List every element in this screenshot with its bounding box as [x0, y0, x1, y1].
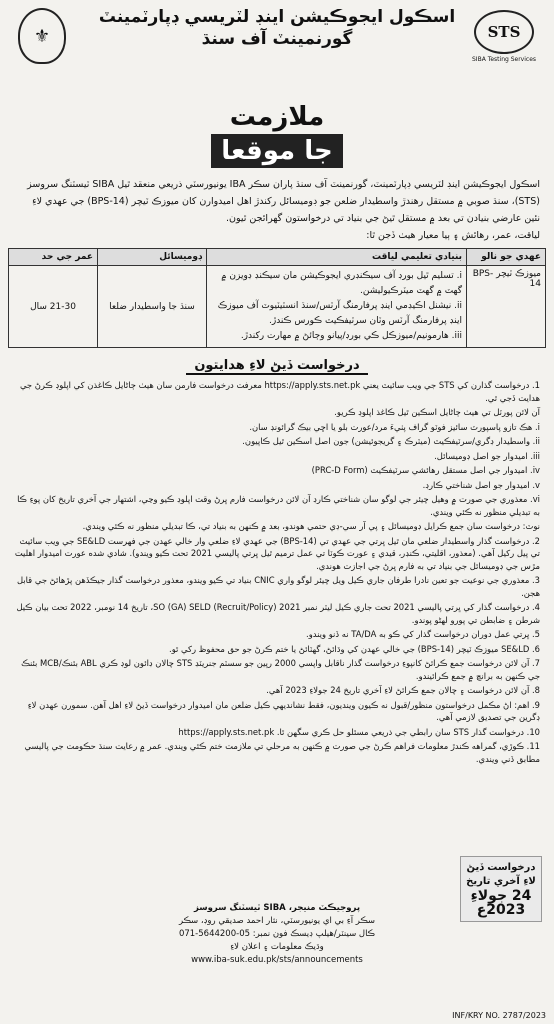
col-post: عهدي جو نالو: [467, 249, 546, 266]
table-row: [9, 266, 546, 348]
cell-age: 21-30 سال: [9, 266, 98, 348]
department-title: [88, 6, 466, 50]
instruction-item: 3. معذوري جي نوعيت جو تعين نادرا طرفان جاري ڪيل ويل چيئر لوگو واري CNIC بنياد تي ڪيو ويندو، معذور درخواست گذار جيڪڏهن پڙهائڻ جي قابل هجن.: [16, 575, 540, 598]
footer-phone: ڪال سينٽر/هيلپ ڊيسڪ فون نمبر: 05-5644200-071: [178, 929, 376, 939]
instruction-item: 11. ڪوڙي، گمراهه ڪندڙ معلومات فراهم ڪرڻ جي صورت ۾ ڪنهن به مرحلي تي ملازمت ختم ڪئي ويندي. عمر ۾ رعايت سنڌ حڪومت جي پاليسي مطابق ڏني ويندي.: [24, 741, 540, 764]
cell-domicile: سنڌ جا واسطيدار ضلعا: [98, 266, 207, 348]
instructions-heading: [8, 354, 546, 375]
col-qualification: بنيادي تعليمي لياقت: [207, 249, 467, 266]
intro-criteria: لياقت، عمر، رهائش ۽ ٻيا معيار هيٺ ڏجن ٿا:: [366, 230, 540, 241]
sindh-emblem-icon: ⚜: [18, 8, 66, 64]
title-line1: ملازمت: [229, 102, 325, 132]
instruction-item: آن لائن پورٽل تي هيٺ ڄاڻايل اسڪين ٿيل ڪاغذ اپلوڊ ڪريو.: [334, 407, 540, 417]
sts-logo-subtitle: SIBA Testing Services: [472, 56, 537, 63]
qualification-item: iii. هارمونيم/ميوزڪل ڪي بورڊ/پيانو وڄائڻ ۾ مهارت رکندڙ.: [240, 331, 462, 341]
intro-paragraph: اسڪول ايجوڪيشن اينڊ لٽريسي ڊپارٽمينٽ، گورنمينٽ آف سنڌ پاران سڪر IBA يونيورسٽي ذريعي منعقد ٿيل SIBA ٽيسٽنگ سروسز (STS)، سنڌ صوبي ۾ مستقل رهندڙ واسطيدار ضلعن جو ڊوميسائل رکندڙ اهل اميدوارن کان ميوزڪ ٽيچر (BPS-14) جي عهدي لاءِ نئين عارضي بنيادن تي بعد ۾ مستقل ٿيڻ جي بنياد تي درخواستون گهرائجن ٿيون.: [27, 179, 540, 224]
sts-logo: [472, 10, 536, 63]
instruction-item: iii. اميدوار جو اصل ڊوميسائل.: [434, 450, 540, 461]
instruction-item: 6. SE&LD ميوزڪ ٽيچر (BPS-14) جي خالي عهدن کي وڌائڻ، گهٽائڻ يا ختم ڪرڻ جو حق محفوظ رکي ٿو.: [169, 643, 540, 654]
deadline-label: درخواست ڏيڻ لاءِ آخري تاريخ: [466, 862, 536, 887]
reference-number: INF/KRY NO. 2787/2023: [452, 1011, 546, 1020]
page-title: [192, 100, 362, 168]
instruction-item: 5. ڀرتي عمل دوران درخواست گذار کي ڪو به TA/DA نه ڏنو ويندو.: [306, 629, 540, 639]
instruction-item: 8. آن لائن درخواست ۽ چالان جمع ڪرائڻ لاءِ آخري تاريخ 24 جولاءِ 2023 آهي.: [266, 685, 540, 695]
instruction-item: 7. آن لائن درخواست جمع ڪرائڻ کانپوءِ درخواست گذار ناقابل واپسي 2000 رپين جو سسٽم جنريٽڊ STS چالان ڊائون لوڊ ڪري ABL بئنڪ/MCB بئنڪ جي ڪنهن به برانچ ۾ جمع ڪرائيندو.: [21, 658, 540, 681]
instruction-note: نوٽ: درخواست سان جمع ڪرايل ڊوميسائل ۽ پي آر سي-ڊي حتمي هوندو، بعد ۾ ڪنهن به بنياد تي، ڪا تبديلي منظور نه ڪئي ويندي.: [82, 521, 540, 531]
instruction-item: 2. درخواست گذار واسطيدار ضلعي مان ٿيل ڀرتي جي عهدي تي (BPS-14) جي عهدي لاءِ ضلعي وار خالي عهدن جي فهرست SE&LD جي ويب سائيٽ تي پيل رکيل آهي. (معذور، اقليتي، ڪنڊر، قيدي ۽ عورت ڪوٽا تي عمل ترميم ٿيل ڀرتي پاليسي 2021 تحت ڪيو ويندو). شادي شده عورت اميدوار اهليت مڙس جي ڊوميسائل جي بنياد تي به فارم ڀرڻ جي اجازت هوندي.: [14, 535, 540, 571]
instruction-item: 4. درخواست گذار کي ڀرتي پاليسي 2021 تحت جاري ڪيل ليٽر نمبر SO (GA) SELD (Recruit/Policy) 2021، تاريخ 14 نومبر، 2022 تحت بيان ڪيل شرطن ۽ ضابطن تي پورو لهڻو پوندو.: [16, 602, 540, 625]
sts-logo-mark: STS: [474, 10, 534, 54]
jobs-table: [8, 248, 546, 348]
instruction-item: 9. اهم: اڻ مڪمل درخواستون منظور/قبول نه ڪيون وينديون، فقط نشانديهي ڪيل ضلعن مان اميدوار درخواست ڏيڻ لاءِ اهل آهن. سمورن عهدن لاءِ ڊگرين جي تصديق لازمي آهي.: [27, 699, 540, 722]
footer-info-label: وڌيڪ معلومات ۽ اعلان لاءِ: [230, 942, 324, 952]
footer-project-manager: پروجيڪٽ منيجر، SIBA ٽيسٽنگ سروسز: [193, 903, 361, 913]
intro: [14, 176, 540, 244]
dept-line1: اسڪول ايجوڪيشن اينڊ لٽريسي ڊپارٽمينٽ: [98, 7, 456, 27]
instruction-item: v. اميدوار جو اصل شناختي ڪارڊ.: [422, 479, 540, 490]
instruction-item: vi. معذوري جي صورت ۾ وهيل چيئر جي لوگو سان شناختي ڪارڊ آن لائن درخواست فارم ڀرڻ وقت اپلوڊ ڪيو وڃي، اشتهار جي آخري تاريخ کان پوءِ ڪا به تبديلي منظور نه ڪئي ويندي.: [17, 494, 540, 517]
col-domicile: ڊوميسائل: [98, 249, 207, 266]
instruction-item: iv. اميدوار جي اصل مستقل رهائشي سرٽيفڪيٽ (PRC-D Form): [311, 465, 540, 475]
cell-qualification: [207, 266, 467, 348]
footer: [8, 862, 546, 1020]
dept-line2: گورنمينٽ آف سنڌ: [201, 29, 353, 49]
title-line2: جا موقعا: [211, 134, 342, 168]
instructions-list: [14, 379, 540, 765]
instruction-item: i. هڪ تازو پاسپورٽ سائيز فوٽو گراف پٺيءَ مرد/عورت بلو يا اڇي بيڪ گرائونڊ سان.: [249, 421, 540, 432]
instruction-item: ii. واسطيدار ڊگري/سرٽيفڪيٽ (ميٽرڪ ۽ گريجوئيشن) جون اصل اسڪين ٿيل ڪاپيون.: [242, 436, 540, 446]
contact-info: [8, 902, 546, 967]
header: [8, 4, 546, 94]
deadline-date: 24 جولاءِ 2023ع: [470, 888, 532, 918]
cell-post: ميوزڪ ٽيچر BPS-14: [467, 266, 546, 348]
qualification-item: i. تسليم ٿيل بورڊ آف سيڪنڊري ايجوڪيشن مان سيڪنڊ ڊويزن ۾ گهٽ ۾ گهٽ ميٽرڪيوليشن.: [221, 271, 462, 296]
instruction-item: 1. درخواست گذارن کي STS جي ويب سائيٽ يعني https://apply.sts.net.pk معرفت درخواست فارمن سان هيٺ ڄاڻايل ڪاغذن کي اپلوڊ ڪرڻ جي هدايت ڏجي ٿي.: [19, 380, 540, 403]
footer-website-link[interactable]: www.iba-suk.edu.pk/sts/announcements: [191, 955, 363, 965]
footer-address: سڪر آءِ بي اي يونيورسٽي، نثار احمد صديقي روڊ، سڪر: [178, 916, 375, 926]
instruction-item: 10. درخواست گذار STS سان رابطي جي ذريعي مسئلو حل ڪري سگهن ٿا. https://apply.sts.net.pk: [178, 726, 540, 737]
qualification-item: ii. نيشنل اڪيڊمي اينڊ پرفارمنگ آرٽس/سنڌ انسٽيٽيوٽ آف ميوزڪ اينڊ پرفارمنگ آرٽس وٽان سرٽيفڪيٽ ڪورس ڪندڙ.: [217, 301, 462, 326]
col-age: عمر جي حد: [9, 249, 98, 266]
section-title: درخواست ڏيڻ لاءِ هدايتون: [186, 358, 367, 375]
